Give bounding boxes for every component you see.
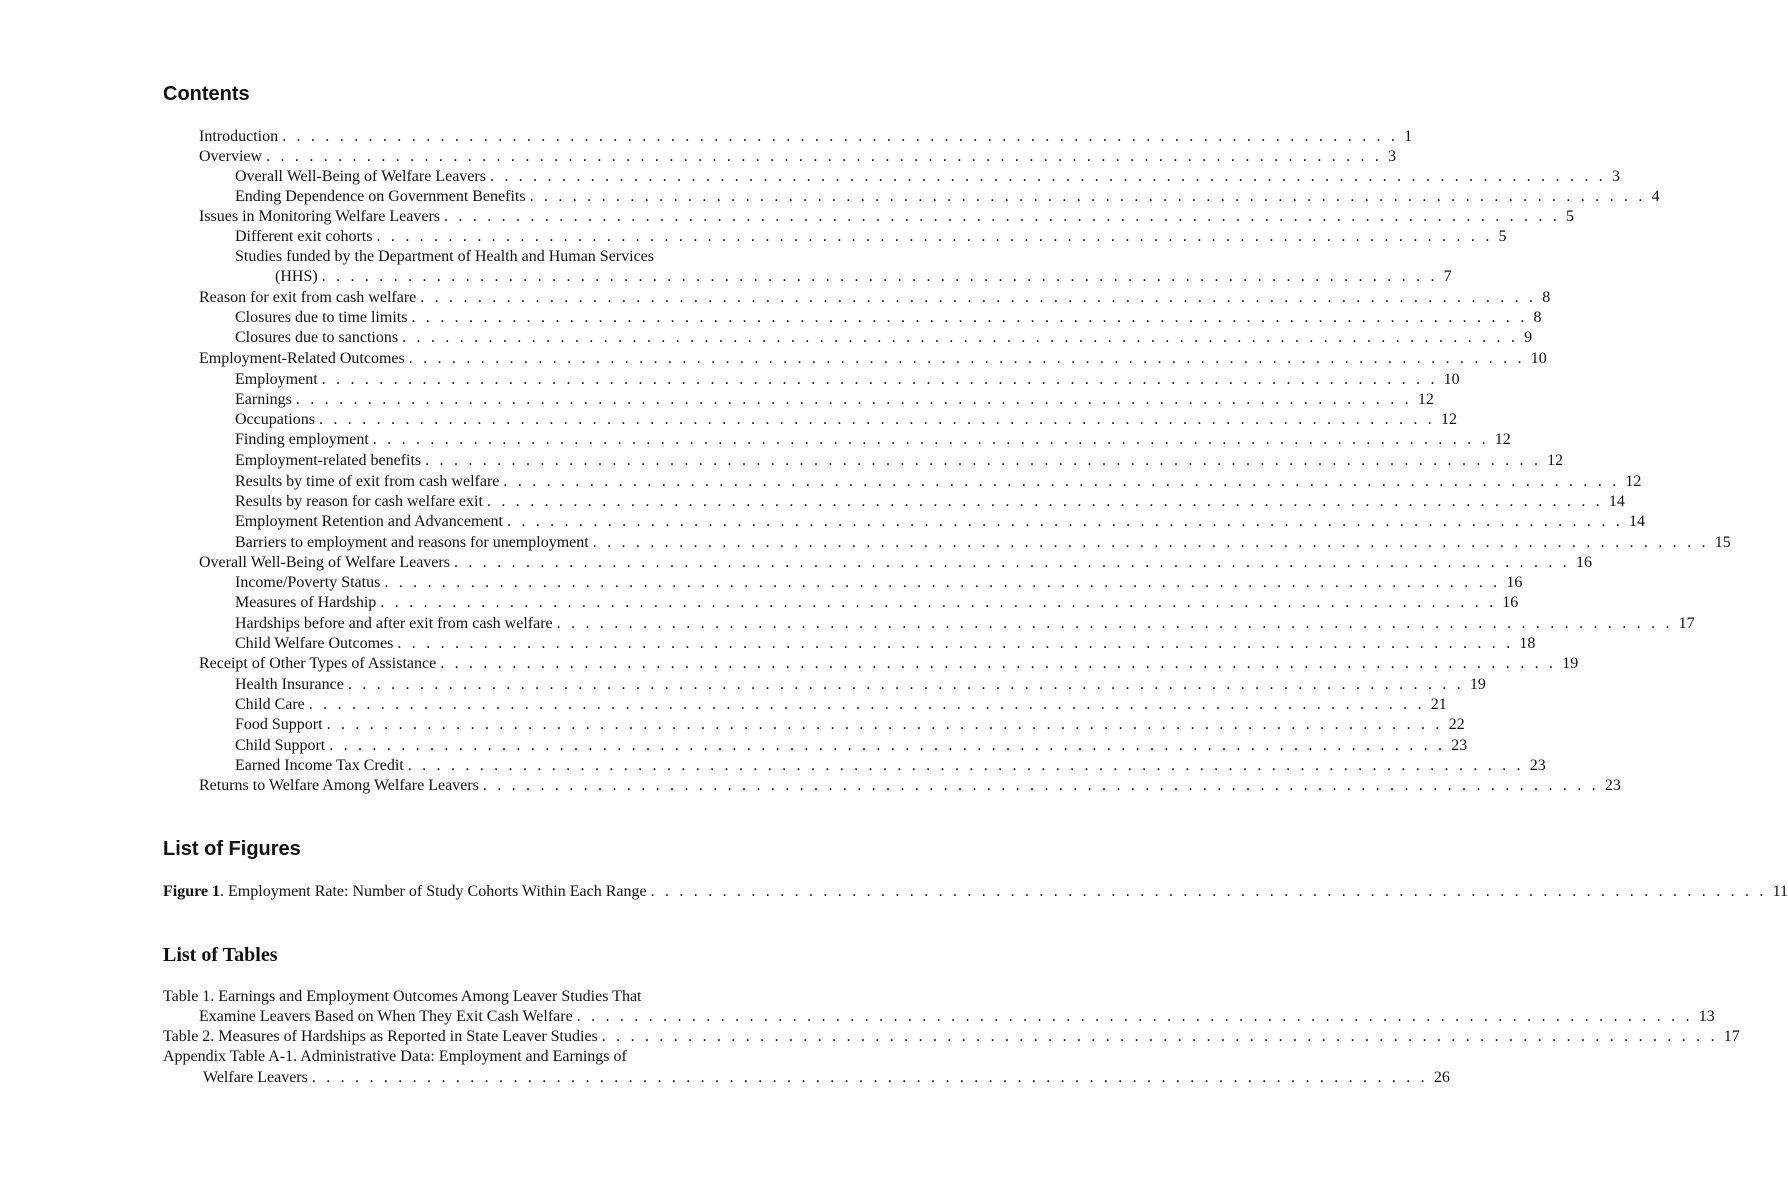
toc-leader: . . . . . . . . . . . . . . . . . . . . . . . . . . . . . . . . . . . . . . . . . . . . . . . . . . . . . . . . . . . . . . . . . . . . . . . . . . . . . . [402,329,1519,346]
toc-leader: . . . . . . . . . . . . . . . . . . . . . . . . . . . . . . . . . . . . . . . . . . . . . . . . . . . . . . . . . . . . . . . . . . . . . . . . . . . . . . [311,1069,1428,1086]
toc-entry-page: 12 [1494,431,1511,448]
toc-entry-page: 9 [1524,329,1533,346]
toc-entry-title: Child Welfare Outcomes [235,634,397,654]
toc-entry[interactable] [0,349,1547,369]
toc-leader: . . . . . . . . . . . . . . . . . . . . . . . . . . . . . . . . . . . . . . . . . . . . . . . . . . . . . . . . . . . . . . . . . . . . . . . . . . . . . . [407,757,1524,774]
table-entry[interactable] [0,1047,920,1067]
toc-entry-page: 8 [1542,289,1551,306]
toc-entry[interactable] [0,390,1434,410]
toc-leader: . . . . . . . . . . . . . . . . . . . . . . . . . . . . . . . . . . . . . . . . . . . . . . . . . . . . . . . . . . . . . . . . . . . . . . . . . . . . . . [650,883,1767,900]
toc-entry-title: Introduction [199,127,282,147]
toc-entry[interactable] [0,147,1397,167]
toc-entry[interactable] [0,573,1523,593]
toc-leader: . . . . . . . . . . . . . . . . . . . . . . . . . . . . . . . . . . . . . . . . . . . . . . . . . . . . . . . . . . . . . . . . . . . . . . . . . . . . . . [347,676,1464,693]
toc-entry-title: Results by time of exit from cash welfare [235,472,503,492]
toc-entry[interactable] [0,512,1645,532]
toc-entry-title: Overall Well-Being of Welfare Leavers [235,167,490,187]
toc-entry-title: Overview [199,147,266,167]
toc-entry[interactable] [0,288,1551,308]
toc-leader: . . . . . . . . . . . . . . . . . . . . . . . . . . . . . . . . . . . . . . . . . . . . . . . . . . . . . . . . . . . . . . . . . . . . . . . . . . . . . . [592,534,1709,551]
toc-entry-title: Overall Well-Being of Welfare Leavers [199,553,454,573]
toc-entry[interactable] [0,451,1564,471]
toc-entry[interactable] [0,430,1511,450]
toc-leader: . . . . . . . . . . . . . . . . . . . . . . . . . . . . . . . . . . . . . . . . . . . . . . . . . . . . . . . . . . . . . . . . . . . . . . . . . . . . . . [384,574,1501,591]
toc-entry[interactable] [0,553,1592,573]
toc-entry[interactable] [0,654,1579,674]
toc-entry-page: 12 [1547,452,1564,469]
toc-entry-title: Employment-Related Outcomes [199,349,409,369]
toc-entry-page: 18 [1519,635,1536,652]
toc-entry-page: 14 [1608,493,1625,510]
toc-entry-page: 12 [1625,473,1642,490]
toc-entry[interactable] [0,370,1460,390]
toc-leader: . . . . . . . . . . . . . . . . . . . . . . . . . . . . . . . . . . . . . . . . . . . . . . . . . . . . . . . . . . . . . . . . . . . . . . . . . . . . . . [453,554,1570,571]
toc-entry[interactable] [0,695,1447,715]
contents-heading: Contents [163,83,250,105]
toc-entry-title: Studies funded by the Department of Health and Human Services [235,248,654,265]
toc-leader: . . . . . . . . . . . . . . . . . . . . . . . . . . . . . . . . . . . . . . . . . . . . . . . . . . . . . . . . . . . . . . . . . . . . . . . . . . . . . . [321,268,1438,285]
toc-entry-title: Ending Dependence on Government Benefits [235,187,530,207]
toc-leader: . . . . . . . . . . . . . . . . . . . . . . . . . . . . . . . . . . . . . . . . . . . . . . . . . . . . . . . . . . . . . . . . . . . . . . . . . . . . . . [282,128,1399,145]
toc-leader: . . . . . . . . . . . . . . . . . . . . . . . . . . . . . . . . . . . . . . . . . . . . . . . . . . . . . . . . . . . . . . . . . . . . . . . . . . . . . . [486,493,1603,510]
toc-entry-page: 10 [1443,371,1460,388]
toc-leader: . . . . . . . . . . . . . . . . . . . . . . . . . . . . . . . . . . . . . . . . . . . . . . . . . . . . . . . . . . . . . . . . . . . . . . . . . . . . . . [397,635,1514,652]
toc-entry-page: 12 [1417,391,1434,408]
table-entry-title: Appendix Table A-1. Administrative Data: Employment and Earnings of [163,1048,627,1065]
toc-entry[interactable] [0,715,1465,735]
toc-entry-page: 16 [1502,594,1519,611]
figure-label: Figure 1 [163,883,221,900]
toc-entry-title: Earned Income Tax Credit [235,756,408,776]
toc-entry-title: Closures due to sanctions [235,328,402,348]
toc-entry[interactable] [0,247,920,267]
toc-entry-page: 7 [1443,268,1452,285]
toc-leader: . . . . . . . . . . . . . . . . . . . . . . . . . . . . . . . . . . . . . . . . . . . . . . . . . . . . . . . . . . . . . . . . . . . . . . . . . . . . . . [425,452,1542,469]
toc-entry-page: 16 [1506,574,1523,591]
toc-leader: . . . . . . . . . . . . . . . . . . . . . . . . . . . . . . . . . . . . . . . . . . . . . . . . . . . . . . . . . . . . . . . . . . . . . . . . . . . . . . [489,168,1606,185]
toc-entry-page: 4 [1651,188,1660,205]
toc-entry[interactable] [0,328,1533,348]
toc-entry[interactable] [0,207,1575,227]
toc-entry-title: Employment-related benefits [235,451,425,471]
toc-entry-page: 16 [1575,554,1592,571]
toc-leader: . . . . . . . . . . . . . . . . . . . . . . . . . . . . . . . . . . . . . . . . . . . . . . . . . . . . . . . . . . . . . . . . . . . . . . . . . . . . . . [372,431,1489,448]
toc-entry-page: 1 [1404,128,1413,145]
toc-leader: . . . . . . . . . . . . . . . . . . . . . . . . . . . . . . . . . . . . . . . . . . . . . . . . . . . . . . . . . . . . . . . . . . . . . . . . . . . . . . [321,371,1438,388]
toc-entry-page: 23 [1604,777,1621,794]
toc-entry[interactable] [0,533,1731,553]
toc-entry-page: 21 [1430,696,1447,713]
toc-entry-title: Health Insurance [235,675,348,695]
toc-entry-page: 5 [1566,208,1575,225]
table-entry-continuation[interactable] [0,1007,1715,1027]
table-entry-page: 13 [1698,1008,1715,1025]
toc-leader: . . . . . . . . . . . . . . . . . . . . . . . . . . . . . . . . . . . . . . . . . . . . . . . . . . . . . . . . . . . . . . . . . . . . . . . . . . . . . . [482,777,1599,794]
toc-entry-title: Child Support [235,736,329,756]
toc-entry-title: Food Support [235,715,327,735]
toc-leader: . . . . . . . . . . . . . . . . . . . . . . . . . . . . . . . . . . . . . . . . . . . . . . . . . . . . . . . . . . . . . . . . . . . . . . . . . . . . . . [440,655,1557,672]
toc-entry[interactable] [0,634,1536,654]
toc-leader: . . . . . . . . . . . . . . . . . . . . . . . . . . . . . . . . . . . . . . . . . . . . . . . . . . . . . . . . . . . . . . . . . . . . . . . . . . . . . . [326,716,1443,733]
table-entry[interactable] [0,1027,1740,1047]
toc-entry[interactable] [0,167,1620,187]
table-entry-title: Table 2. Measures of Hardships as Reported in State Leaver Studies [163,1027,602,1047]
toc-entry[interactable] [0,410,1457,430]
toc-leader: . . . . . . . . . . . . . . . . . . . . . . . . . . . . . . . . . . . . . . . . . . . . . . . . . . . . . . . . . . . . . . . . . . . . . . . . . . . . . . [601,1028,1718,1045]
toc-entry-page: 3 [1388,148,1397,165]
toc-entry[interactable] [0,675,1486,695]
toc-entry-title: Employment Retention and Advancement [235,512,507,532]
table-entry-title: Examine Leavers Based on When They Exit Cash Welfare [199,1007,577,1027]
figures-heading: List of Figures [163,838,301,860]
toc-entry-title: (HHS) [275,267,322,287]
toc-entry-title: Barriers to employment and reasons for unemployment [235,533,593,553]
toc-entry-title: Finding employment [235,430,373,450]
toc-entry-page: 8 [1533,309,1542,326]
toc-entry-title: Returns to Welfare Among Welfare Leavers [199,776,483,796]
toc-leader: . . . . . . . . . . . . . . . . . . . . . . . . . . . . . . . . . . . . . . . . . . . . . . . . . . . . . . . . . . . . . . . . . . . . . . . . . . . . . . [329,737,1446,754]
toc-entry-title: Hardships before and after exit from cash welfare [235,614,557,634]
toc-entry-title: Child Care [235,695,309,715]
toc-entry-page: 3 [1611,168,1620,185]
toc-entry[interactable] [0,776,1621,796]
toc-entry-title: Occupations [235,410,319,430]
toc-entry[interactable] [0,593,1519,613]
toc-entry-page: 12 [1440,411,1457,428]
table-entry-title: Table 1. Earnings and Employment Outcomes Among Leaver Studies That [163,988,642,1005]
figure-title: . Employment Rate: Number of Study Cohorts Within Each Range [220,883,647,900]
toc-leader: . . . . . . . . . . . . . . . . . . . . . . . . . . . . . . . . . . . . . . . . . . . . . . . . . . . . . . . . . . . . . . . . . . . . . . . . . . . . . . [411,309,1528,326]
toc-leader: . . . . . . . . . . . . . . . . . . . . . . . . . . . . . . . . . . . . . . . . . . . . . . . . . . . . . . . . . . . . . . . . . . . . . . . . . . . . . . [506,513,1623,530]
table-entry-page: 17 [1723,1028,1740,1045]
toc-entry-title: Income/Poverty Status [235,573,384,593]
toc-leader: . . . . . . . . . . . . . . . . . . . . . . . . . . . . . . . . . . . . . . . . . . . . . . . . . . . . . . . . . . . . . . . . . . . . . . . . . . . . . . [376,228,1493,245]
toc-entry-page: 19 [1562,655,1579,672]
toc-leader: . . . . . . . . . . . . . . . . . . . . . . . . . . . . . . . . . . . . . . . . . . . . . . . . . . . . . . . . . . . . . . . . . . . . . . . . . . . . . . [380,594,1497,611]
toc-leader: . . . . . . . . . . . . . . . . . . . . . . . . . . . . . . . . . . . . . . . . . . . . . . . . . . . . . . . . . . . . . . . . . . . . . . . . . . . . . . [420,289,1537,306]
toc-entry-continuation[interactable] [0,267,1452,287]
toc-leader: . . . . . . . . . . . . . . . . . . . . . . . . . . . . . . . . . . . . . . . . . . . . . . . . . . . . . . . . . . . . . . . . . . . . . . . . . . . . . . [576,1008,1693,1025]
toc-leader: . . . . . . . . . . . . . . . . . . . . . . . . . . . . . . . . . . . . . . . . . . . . . . . . . . . . . . . . . . . . . . . . . . . . . . . . . . . . . . [529,188,1646,205]
toc-leader: . . . . . . . . . . . . . . . . . . . . . . . . . . . . . . . . . . . . . . . . . . . . . . . . . . . . . . . . . . . . . . . . . . . . . . . . . . . . . . [503,473,1620,490]
toc-leader: . . . . . . . . . . . . . . . . . . . . . . . . . . . . . . . . . . . . . . . . . . . . . . . . . . . . . . . . . . . . . . . . . . . . . . . . . . . . . . [556,615,1673,632]
table-entry-page: 26 [1433,1069,1450,1086]
toc-entry-page: 15 [1714,534,1731,551]
toc-entry[interactable] [0,127,1413,147]
table-entry-title: Welfare Leavers [203,1068,312,1088]
toc-entry-page: 17 [1678,615,1695,632]
toc-entry-page: 22 [1448,716,1465,733]
toc-entry-title: Receipt of Other Types of Assistance [199,654,440,674]
toc-entry[interactable] [0,736,1468,756]
figure-entry[interactable] [0,882,1788,902]
toc-leader: . . . . . . . . . . . . . . . . . . . . . . . . . . . . . . . . . . . . . . . . . . . . . . . . . . . . . . . . . . . . . . . . . . . . . . . . . . . . . . [444,208,1561,225]
toc-entry-page: 19 [1469,676,1486,693]
toc-entry-page: 23 [1451,737,1468,754]
toc-entry[interactable] [0,756,1546,776]
toc-entry-title: Different exit cohorts [235,227,376,247]
toc-entry[interactable] [0,472,1642,492]
toc-entry-page: 5 [1498,228,1507,245]
toc-entry-title: Reason for exit from cash welfare [199,288,420,308]
toc-entry-title: Issues in Monitoring Welfare Leavers [199,207,444,227]
figure-page: 11 [1772,883,1788,900]
toc-leader: . . . . . . . . . . . . . . . . . . . . . . . . . . . . . . . . . . . . . . . . . . . . . . . . . . . . . . . . . . . . . . . . . . . . . . . . . . . . . . [318,411,1435,428]
toc-entry-title: Earnings [235,390,296,410]
toc-entry[interactable] [0,614,1695,634]
toc-entry-title: Measures of Hardship [235,593,380,613]
toc-leader: . . . . . . . . . . . . . . . . . . . . . . . . . . . . . . . . . . . . . . . . . . . . . . . . . . . . . . . . . . . . . . . . . . . . . . . . . . . . . . [266,148,1383,165]
toc-entry-title: Results by reason for cash welfare exit [235,492,487,512]
toc-leader: . . . . . . . . . . . . . . . . . . . . . . . . . . . . . . . . . . . . . . . . . . . . . . . . . . . . . . . . . . . . . . . . . . . . . . . . . . . . . . [295,391,1412,408]
table-entry[interactable] [0,987,920,1007]
toc-leader: . . . . . . . . . . . . . . . . . . . . . . . . . . . . . . . . . . . . . . . . . . . . . . . . . . . . . . . . . . . . . . . . . . . . . . . . . . . . . . [308,696,1425,713]
toc-entry-page: 23 [1529,757,1546,774]
toc-entry-page: 10 [1530,350,1547,367]
toc-entry[interactable] [0,308,1542,328]
toc-leader: . . . . . . . . . . . . . . . . . . . . . . . . . . . . . . . . . . . . . . . . . . . . . . . . . . . . . . . . . . . . . . . . . . . . . . . . . . . . . . [408,350,1525,367]
toc-entry[interactable] [0,492,1625,512]
tables-heading: List of Tables [163,944,278,966]
toc-entry-page: 14 [1628,513,1645,530]
toc-entry[interactable] [0,227,1507,247]
toc-entry-title: Closures due to time limits [235,308,411,328]
table-entry-continuation[interactable] [0,1068,1450,1088]
toc-entry[interactable] [0,187,1660,207]
toc-entry-title: Employment [235,370,322,390]
